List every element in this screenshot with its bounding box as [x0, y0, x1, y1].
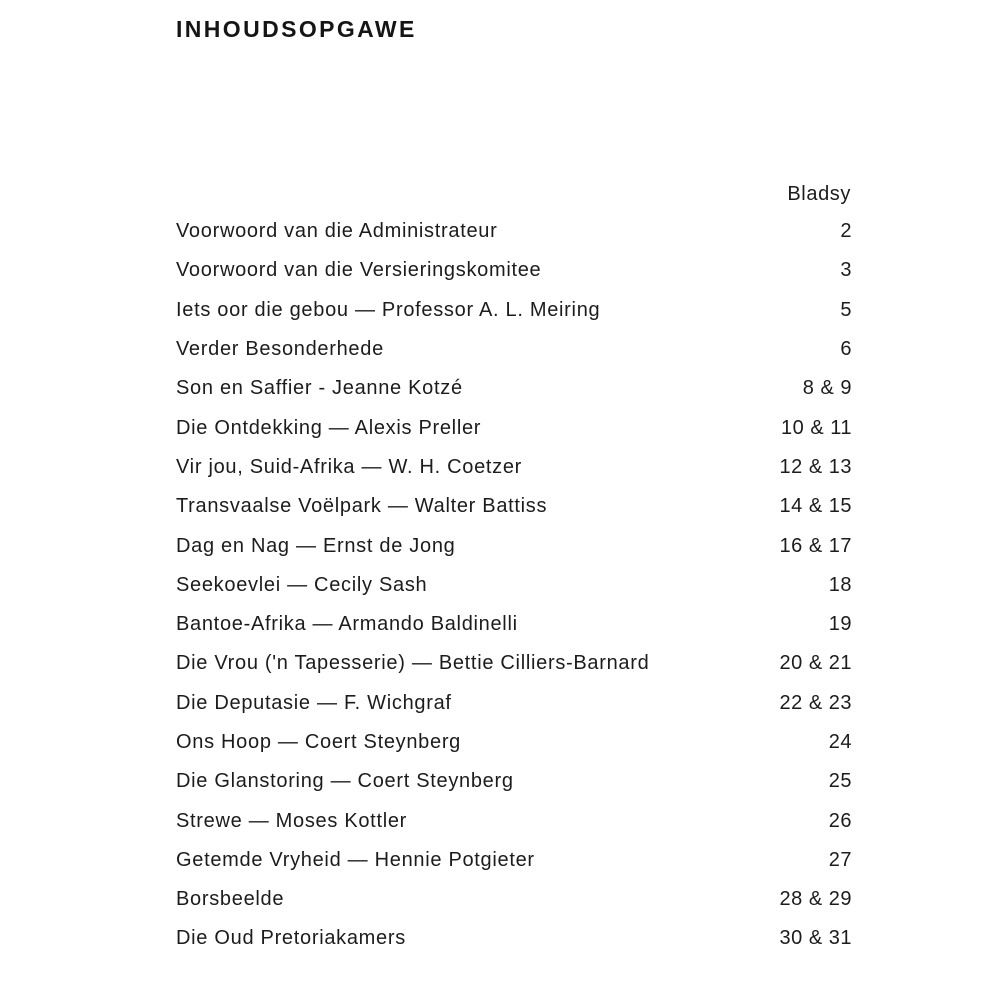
- toc-entry: [176, 880, 852, 919]
- toc-entry: [176, 408, 852, 447]
- toc-entry-page: 12 & 13: [779, 455, 852, 478]
- toc-entry-title: Borsbeelde: [176, 888, 285, 911]
- table-of-contents: [176, 212, 852, 959]
- toc-entry-page: 18: [828, 573, 852, 596]
- toc-entry: [176, 251, 852, 290]
- toc-entry: [176, 801, 852, 840]
- toc-entry-title: Vir jou, Suid-Afrika — W. H. Coetzer: [176, 455, 523, 478]
- toc-entry: [176, 526, 852, 565]
- toc-entry: [176, 212, 852, 251]
- toc-entry-page: 30 & 31: [779, 927, 852, 950]
- toc-entry-page: 6: [840, 338, 852, 361]
- toc-entry: [176, 487, 852, 526]
- toc-entry-page: 5: [840, 298, 852, 321]
- toc-entry-title: Son en Saffier - Jeanne Kotzé: [176, 377, 463, 400]
- toc-entry: [176, 644, 852, 683]
- toc-entry: [176, 723, 852, 762]
- toc-entry: [176, 566, 852, 605]
- toc-entry-page: 22 & 23: [779, 691, 852, 714]
- toc-entry-page: 20 & 21: [779, 652, 852, 675]
- toc-entry: [176, 684, 852, 723]
- toc-entry: [176, 369, 852, 408]
- toc-entry: [176, 291, 852, 330]
- toc-entry: [176, 448, 852, 487]
- page-title: INHOUDSOPGAWE: [176, 16, 417, 42]
- toc-entry-page: 25: [828, 770, 852, 793]
- toc-entry: [176, 762, 852, 801]
- toc-entry-page: 2: [840, 220, 852, 243]
- toc-entry-page: 19: [828, 613, 852, 636]
- toc-entry-title: Voorwoord van die Versieringskomitee: [176, 259, 542, 282]
- toc-entry-title: Getemde Vryheid — Hennie Potgieter: [176, 848, 535, 871]
- toc-entry-title: Transvaalse Voëlpark — Walter Battiss: [176, 495, 548, 518]
- toc-entry-title: Dag en Nag — Ernst de Jong: [176, 534, 456, 557]
- toc-entry-title: Bantoe-Afrika — Armando Baldinelli: [176, 613, 518, 636]
- toc-entry-page: 28 & 29: [779, 888, 852, 911]
- toc-entry-title: Die Glanstoring — Coert Steynberg: [176, 770, 514, 793]
- toc-entry-title: Seekoevlei — Cecily Sash: [176, 573, 428, 596]
- page-column-header: Bladsy: [787, 183, 851, 205]
- toc-entry-page: 27: [828, 848, 852, 871]
- toc-entry-page: 10 & 11: [781, 416, 852, 439]
- toc-entry-title: Die Deputasie — F. Wichgraf: [176, 691, 452, 714]
- toc-entry-title: Die Ontdekking — Alexis Preller: [176, 416, 482, 439]
- toc-entry-title: Die Oud Pretoriakamers: [176, 927, 406, 950]
- toc-entry-page: 16 & 17: [779, 534, 852, 557]
- toc-entry-title: Verder Besonderhede: [176, 338, 384, 361]
- toc-entry: [176, 605, 852, 644]
- toc-entry-title: Strewe — Moses Kottler: [176, 809, 408, 832]
- toc-entry-page: 24: [828, 731, 852, 753]
- toc-entry-title: Iets oor die gebou — Professor A. L. Meiring: [176, 298, 601, 321]
- toc-entry-page: 26: [828, 809, 852, 832]
- toc-entry: [176, 919, 852, 958]
- toc-entry-title: Ons Hoop — Coert Steynberg: [176, 731, 461, 753]
- toc-entry-page: 8 & 9: [802, 377, 852, 400]
- toc-entry-title: Voorwoord van die Administrateur: [176, 220, 498, 243]
- toc-entry: [176, 330, 852, 369]
- toc-entry-title: Die Vrou ('n Tapesserie) — Bettie Cilliers-Barnard: [176, 652, 650, 675]
- toc-entry-page: 3: [840, 259, 852, 282]
- toc-entry-page: 14 & 15: [779, 495, 852, 518]
- toc-entry: [176, 841, 852, 880]
